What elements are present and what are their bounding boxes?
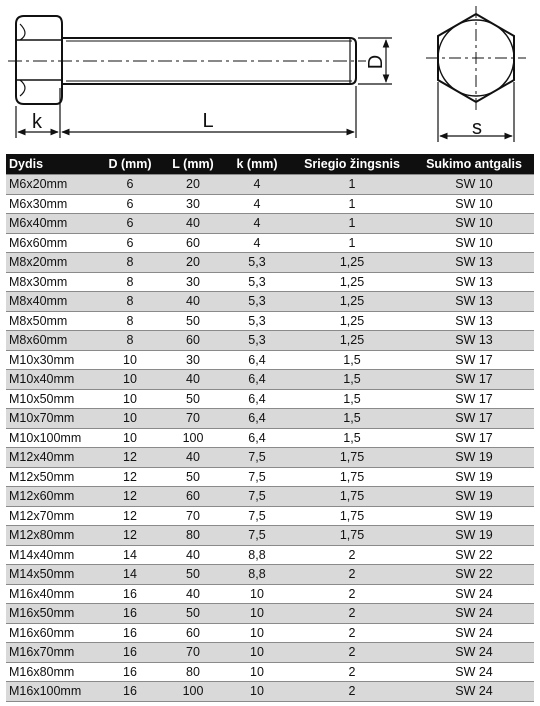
cell-size: M10x100mm: [6, 428, 98, 448]
cell-diameter: 16: [98, 643, 162, 663]
table-row: [6, 623, 534, 643]
cell-size: M14x40mm: [6, 545, 98, 565]
cell-diameter: 12: [98, 526, 162, 546]
cell-size: M8x40mm: [6, 292, 98, 312]
cell-length: 100: [162, 682, 224, 702]
cell-length: 50: [162, 311, 224, 331]
cell-length: 60: [162, 487, 224, 507]
cell-wrench-size: SW 13: [414, 253, 534, 273]
cell-size: M6x30mm: [6, 194, 98, 214]
cell-head-height: 4: [224, 175, 290, 195]
bolt-head-chamfer-top: [20, 24, 25, 40]
cell-diameter: 8: [98, 292, 162, 312]
cell-size: M10x50mm: [6, 389, 98, 409]
cell-wrench-size: SW 22: [414, 545, 534, 565]
cell-size: M6x40mm: [6, 214, 98, 234]
cell-head-height: 5,3: [224, 331, 290, 351]
cell-wrench-size: SW 24: [414, 643, 534, 663]
cell-diameter: 6: [98, 175, 162, 195]
dimension-D-label: D: [365, 54, 387, 70]
table-row: [6, 331, 534, 351]
cell-size: M8x30mm: [6, 272, 98, 292]
dimension-s-label: s: [472, 117, 482, 139]
cell-size: M6x20mm: [6, 175, 98, 195]
cell-length: 40: [162, 448, 224, 468]
cell-wrench-size: SW 10: [414, 194, 534, 214]
cell-thread-pitch: 2: [290, 584, 414, 604]
table-row: [6, 370, 534, 390]
cell-thread-pitch: 1,75: [290, 487, 414, 507]
header-wrench-size: Sukimo antgalis: [414, 154, 534, 175]
cell-head-height: 5,3: [224, 311, 290, 331]
cell-head-height: 5,3: [224, 292, 290, 312]
cell-head-height: 6,4: [224, 389, 290, 409]
header-size: Dydis: [6, 154, 98, 175]
table-row: [6, 487, 534, 507]
cell-length: 40: [162, 370, 224, 390]
cell-wrench-size: SW 24: [414, 682, 534, 702]
cell-head-height: 7,5: [224, 506, 290, 526]
cell-thread-pitch: 1,5: [290, 428, 414, 448]
cell-thread-pitch: 1: [290, 214, 414, 234]
cell-thread-pitch: 1,75: [290, 506, 414, 526]
table-row: [6, 682, 534, 702]
cell-wrench-size: SW 13: [414, 311, 534, 331]
cell-length: 40: [162, 584, 224, 604]
cell-thread-pitch: 1,5: [290, 370, 414, 390]
cell-length: 60: [162, 233, 224, 253]
table-row: [6, 448, 534, 468]
cell-size: M12x70mm: [6, 506, 98, 526]
cell-wrench-size: SW 10: [414, 233, 534, 253]
cell-wrench-size: SW 24: [414, 623, 534, 643]
cell-wrench-size: SW 19: [414, 448, 534, 468]
cell-length: 50: [162, 389, 224, 409]
cell-diameter: 8: [98, 272, 162, 292]
bolt-size-table: [6, 154, 534, 702]
cell-thread-pitch: 1,25: [290, 253, 414, 273]
bolt-head-outline: [16, 16, 62, 104]
table-row: [6, 175, 534, 195]
cell-length: 80: [162, 526, 224, 546]
cell-thread-pitch: 2: [290, 682, 414, 702]
table-row: [6, 233, 534, 253]
cell-wrench-size: SW 17: [414, 350, 534, 370]
cell-head-height: 10: [224, 604, 290, 624]
table-row: [6, 389, 534, 409]
cell-thread-pitch: 1,25: [290, 311, 414, 331]
cell-length: 20: [162, 175, 224, 195]
table-row: [6, 467, 534, 487]
cell-size: M6x60mm: [6, 233, 98, 253]
cell-size: M10x70mm: [6, 409, 98, 429]
cell-size: M16x70mm: [6, 643, 98, 663]
cell-wrench-size: SW 10: [414, 214, 534, 234]
cell-length: 40: [162, 214, 224, 234]
cell-diameter: 16: [98, 584, 162, 604]
table-row: [6, 604, 534, 624]
cell-diameter: 10: [98, 409, 162, 429]
table-row: [6, 292, 534, 312]
cell-diameter: 12: [98, 467, 162, 487]
cell-diameter: 16: [98, 682, 162, 702]
cell-thread-pitch: 1,75: [290, 467, 414, 487]
table-row: [6, 409, 534, 429]
header-diameter: D (mm): [98, 154, 162, 175]
cell-length: 50: [162, 565, 224, 585]
cell-wrench-size: SW 24: [414, 604, 534, 624]
cell-thread-pitch: 1,25: [290, 272, 414, 292]
table-row: [6, 194, 534, 214]
cell-wrench-size: SW 19: [414, 506, 534, 526]
cell-diameter: 16: [98, 604, 162, 624]
cell-head-height: 7,5: [224, 448, 290, 468]
cell-length: 100: [162, 428, 224, 448]
cell-size: M12x50mm: [6, 467, 98, 487]
header-length: L (mm): [162, 154, 224, 175]
cell-diameter: 10: [98, 428, 162, 448]
cell-length: 70: [162, 643, 224, 663]
cell-head-height: 10: [224, 584, 290, 604]
cell-thread-pitch: 1: [290, 194, 414, 214]
bolt-side-view: [16, 16, 356, 104]
cell-size: M16x50mm: [6, 604, 98, 624]
cell-size: M8x50mm: [6, 311, 98, 331]
cell-head-height: 8,8: [224, 565, 290, 585]
cell-wrench-size: SW 13: [414, 331, 534, 351]
cell-diameter: 14: [98, 565, 162, 585]
cell-thread-pitch: 1,5: [290, 350, 414, 370]
table-row: [6, 662, 534, 682]
cell-diameter: 12: [98, 506, 162, 526]
cell-thread-pitch: 1: [290, 233, 414, 253]
cell-size: M10x40mm: [6, 370, 98, 390]
cell-wrench-size: SW 17: [414, 409, 534, 429]
cell-wrench-size: SW 13: [414, 272, 534, 292]
cell-head-height: 7,5: [224, 526, 290, 546]
table-row: [6, 428, 534, 448]
cell-size: M8x20mm: [6, 253, 98, 273]
cell-size: M14x50mm: [6, 565, 98, 585]
cell-head-height: 10: [224, 682, 290, 702]
cell-size: M16x80mm: [6, 662, 98, 682]
cell-size: M16x40mm: [6, 584, 98, 604]
cell-size: M12x40mm: [6, 448, 98, 468]
cell-diameter: 8: [98, 253, 162, 273]
table-row: [6, 565, 534, 585]
cell-diameter: 14: [98, 545, 162, 565]
cell-length: 20: [162, 253, 224, 273]
cell-length: 40: [162, 292, 224, 312]
cell-wrench-size: SW 22: [414, 565, 534, 585]
cell-thread-pitch: 1,75: [290, 526, 414, 546]
header-head-height: k (mm): [224, 154, 290, 175]
cell-thread-pitch: 1,75: [290, 448, 414, 468]
cell-thread-pitch: 2: [290, 604, 414, 624]
cell-head-height: 6,4: [224, 350, 290, 370]
cell-size: M8x60mm: [6, 331, 98, 351]
cell-wrench-size: SW 19: [414, 487, 534, 507]
cell-wrench-size: SW 13: [414, 292, 534, 312]
cell-size: M12x80mm: [6, 526, 98, 546]
cell-diameter: 8: [98, 331, 162, 351]
bolt-head-chamfer-bottom: [20, 80, 25, 96]
cell-length: 50: [162, 604, 224, 624]
cell-size: M10x30mm: [6, 350, 98, 370]
cell-length: 70: [162, 506, 224, 526]
cell-head-height: 7,5: [224, 467, 290, 487]
cell-head-height: 10: [224, 662, 290, 682]
cell-thread-pitch: 2: [290, 643, 414, 663]
cell-diameter: 6: [98, 214, 162, 234]
cell-length: 30: [162, 272, 224, 292]
dimension-k-label: k: [32, 111, 42, 133]
bolt-technical-drawing: [0, 0, 540, 152]
cell-head-height: 6,4: [224, 370, 290, 390]
cell-thread-pitch: 2: [290, 623, 414, 643]
cell-head-height: 7,5: [224, 487, 290, 507]
cell-diameter: 8: [98, 311, 162, 331]
table-row: [6, 214, 534, 234]
cell-length: 30: [162, 194, 224, 214]
cell-length: 70: [162, 409, 224, 429]
header-thread-pitch: Sriegio žingsnis: [290, 154, 414, 175]
cell-head-height: 6,4: [224, 428, 290, 448]
cell-size: M16x100mm: [6, 682, 98, 702]
table-row: [6, 272, 534, 292]
table-row: [6, 643, 534, 663]
cell-thread-pitch: 1,5: [290, 389, 414, 409]
table-row: [6, 584, 534, 604]
table-row: [6, 526, 534, 546]
cell-length: 60: [162, 331, 224, 351]
cell-diameter: 12: [98, 487, 162, 507]
cell-wrench-size: SW 24: [414, 662, 534, 682]
cell-diameter: 6: [98, 194, 162, 214]
table-row: [6, 311, 534, 331]
cell-thread-pitch: 2: [290, 565, 414, 585]
dimension-L-label: L: [202, 110, 214, 132]
cell-wrench-size: SW 24: [414, 584, 534, 604]
cell-head-height: 5,3: [224, 253, 290, 273]
cell-thread-pitch: 1,25: [290, 331, 414, 351]
cell-length: 30: [162, 350, 224, 370]
cell-length: 80: [162, 662, 224, 682]
cell-size: M12x60mm: [6, 487, 98, 507]
cell-wrench-size: SW 17: [414, 389, 534, 409]
cell-length: 60: [162, 623, 224, 643]
table-row: [6, 253, 534, 273]
cell-diameter: 16: [98, 623, 162, 643]
cell-head-height: 6,4: [224, 409, 290, 429]
cell-diameter: 12: [98, 448, 162, 468]
cell-head-height: 4: [224, 194, 290, 214]
cell-head-height: 4: [224, 214, 290, 234]
cell-wrench-size: SW 19: [414, 467, 534, 487]
cell-length: 50: [162, 467, 224, 487]
cell-head-height: 10: [224, 643, 290, 663]
table-header-row: [6, 154, 534, 175]
cell-diameter: 10: [98, 370, 162, 390]
cell-wrench-size: SW 19: [414, 526, 534, 546]
cell-thread-pitch: 2: [290, 662, 414, 682]
cell-thread-pitch: 2: [290, 545, 414, 565]
cell-thread-pitch: 1,25: [290, 292, 414, 312]
cell-thread-pitch: 1: [290, 175, 414, 195]
cell-wrench-size: SW 17: [414, 428, 534, 448]
cell-length: 40: [162, 545, 224, 565]
table-row: [6, 545, 534, 565]
cell-wrench-size: SW 10: [414, 175, 534, 195]
cell-diameter: 10: [98, 389, 162, 409]
cell-head-height: 10: [224, 623, 290, 643]
cell-diameter: 16: [98, 662, 162, 682]
table-row: [6, 350, 534, 370]
cell-thread-pitch: 1,5: [290, 409, 414, 429]
cell-head-height: 5,3: [224, 272, 290, 292]
cell-diameter: 10: [98, 350, 162, 370]
cell-diameter: 6: [98, 233, 162, 253]
cell-size: M16x60mm: [6, 623, 98, 643]
cell-wrench-size: SW 17: [414, 370, 534, 390]
cell-head-height: 4: [224, 233, 290, 253]
cell-head-height: 8,8: [224, 545, 290, 565]
table-row: [6, 506, 534, 526]
